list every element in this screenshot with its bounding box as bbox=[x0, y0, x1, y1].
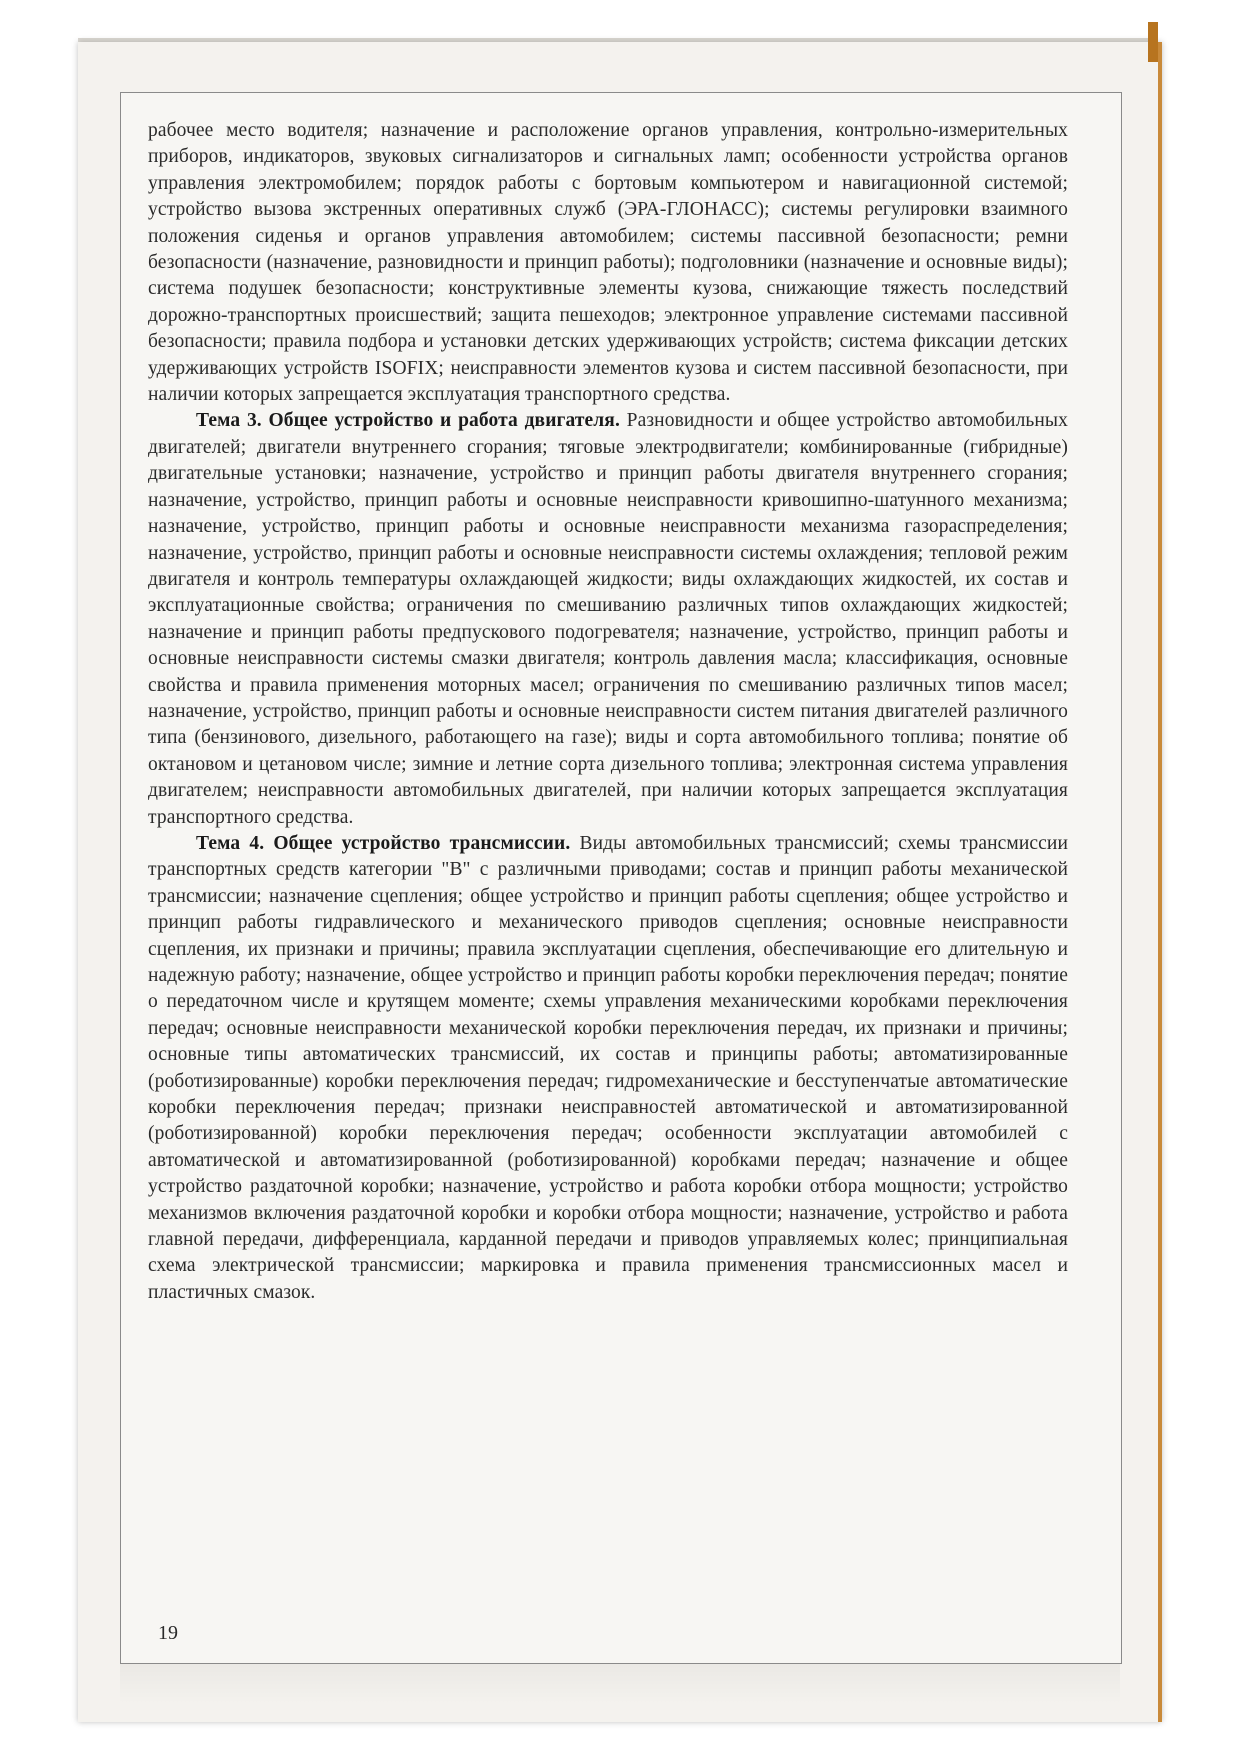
bottom-shadow bbox=[120, 1664, 1120, 1704]
page-number: 19 bbox=[158, 1622, 178, 1644]
topic-4-title: Тема 4. Общее устройство трансмиссии. bbox=[196, 832, 571, 854]
topic-3-title: Тема 3. Общее устройство и работа двигателя. bbox=[196, 410, 620, 432]
cover-corner bbox=[1148, 22, 1158, 62]
topic-3-paragraph bbox=[148, 408, 1068, 831]
topic-4-body: Виды автомобильных трансмиссий; схемы трансмиссии транспортных средств категории "B" с различными приводами; состав и принцип работы механической трансмиссии; назначение сцепления; общее устройство и принцип работы сцепления; общее устройство и принцип работы гидравлического и механического приводов сцепления; основные неисправности сцепления, их признаки и причины; правила эксплуатации сцепления, обеспечивающие его длительную и надежную работу; назначение, общее устройство и принцип работы коробки переключения передач; понятие о передаточном числе и крутящем моменте; схемы управления механическими коробками переключения передач; основные неисправности механической коробки переключения передач, их признаки и причины; основные типы автоматических трансмиссий, их состав и принципы работы; автоматизированные (роботизированные) коробки переключения передач; гидромеханические и бесступенчатые автоматические коробки переключения передач; признаки неисправностей автоматической и автоматизированной (роботизированной) коробки переключения передач; особенности эксплуатации автомобилей с автоматической и автоматизированной (роботизированной) коробками передач; назначение и общее устройство раздаточной коробки; назначение, устройство и работа коробки отбора мощности; устройство механизмов включения раздаточной коробки и коробки отбора мощности; назначение, устройство и работа главной передачи, дифференциала, карданной передачи и приводов управляемых колес; принципиальная схема электрической трансмиссии; маркировка и правила применения трансмиссионных масел и пластичных смазок. bbox=[148, 832, 1068, 1303]
topic-4-paragraph bbox=[148, 831, 1068, 1306]
document-body bbox=[148, 118, 1068, 1306]
topic-3-body: Разновидности и общее устройство автомобильных двигателей; двигатели внутреннего сгорания; тяговые электродвигатели; комбинированные (гибридные) двигательные установки; назначение, устройство и принцип работы двигателя внутреннего сгорания; назначение, устройство, принцип работы и основные неисправности кривошипно-шатунного механизма; назначение, устройство, принцип работы и основные неисправности механизма газораспределения; назначение, устройство, принцип работы и основные неисправности системы охлаждения; тепловой режим двигателя и контроль температуры охлаждающей жидкости; виды охлаждающих жидкостей, их состав и эксплуатационные свойства; ограничения по смешиванию различных типов охлаждающих жидкостей; назначение и принцип работы предпускового подогревателя; назначение, устройство, принцип работы и основные неисправности системы смазки двигателя; контроль давления масла; классификация, основные свойства и правила применения моторных масел; ограничения по смешиванию различных типов масел; назначение, устройство, принцип работы и основные неисправности систем питания двигателей различного типа (бензинового, дизельного, работающего на газе); виды и сорта автомобильного топлива; понятие об октановом и цетановом числе; зимние и летние сорта дизельного топлива; электронная система управления двигателем; неисправности автомобильных двигателей, при наличии которых запрещается эксплуатация транспортного средства. bbox=[148, 410, 1068, 828]
intro-paragraph: рабочее место водителя; назначение и расположение органов управления, контрольно-измерительных приборов, индикаторов, звуковых сигнализаторов и сигнальных ламп; особенности устройства органов управления электромобилем; порядок работы с бортовым компьютером и навигационной системой; устройство вызова экстренных оперативных служб (ЭРА-ГЛОНАСС); системы регулировки взаимного положения сиденья и органов управления автомобилем; системы пассивной безопасности; ремни безопасности (назначение, разновидности и принцип работы); подголовники (назначение и основные виды); система подушек безопасности; конструктивные элементы кузова, снижающие тяжесть последствий дорожно-транспортных происшествий; защита пешеходов; электронное управление системами пассивной безопасности; правила подбора и установки детских удерживающих устройств; система фиксации детских удерживающих устройств ISOFIX; неисправности элементов кузова и систем пассивной безопасности, при наличии которых запрещается эксплуатация транспортного средства. bbox=[148, 120, 1068, 406]
